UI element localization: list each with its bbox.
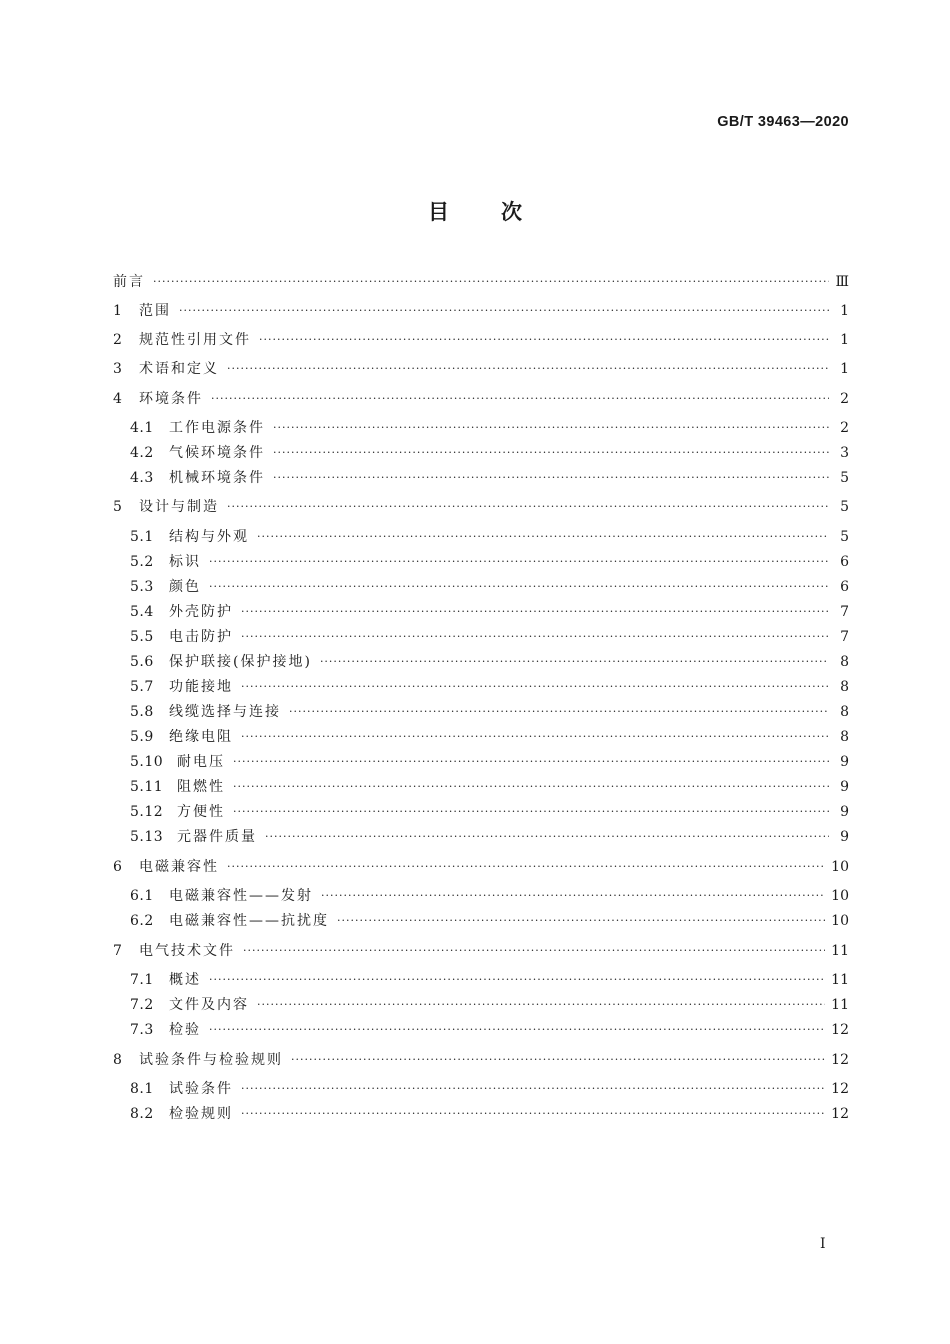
toc-entry-page: 10 [831,913,849,929]
toc-entry-label: 线缆选择与连接 [169,704,281,720]
toc-entry-page: 12 [831,1052,849,1068]
toc-entry-label: 元器件质量 [177,829,257,845]
toc-entry-label: 设计与制造 [139,499,219,515]
toc-entry-number: 5.11 [130,779,164,795]
toc-entry-number: 8.2 [130,1106,154,1122]
toc-entry-label: 电磁兼容性 [139,859,219,875]
toc-leader-dots [209,968,825,992]
toc-entry-page: 6 [840,554,849,570]
toc-entry-label: 保护联接(保护接地) [169,654,312,670]
toc-entry[interactable] [130,1077,849,1101]
toc-entry-number: 4.2 [130,445,154,461]
toc-leader-dots [209,575,829,599]
toc-entry[interactable] [130,993,849,1017]
toc-entry-number: 5.12 [130,804,164,820]
standard-code: GB/T 39463—2020 [717,114,849,130]
toc-entry[interactable] [130,909,849,933]
toc-entry-number: 5.9 [130,729,154,745]
toc-entry[interactable] [113,328,849,352]
toc-entry-number: 5.7 [130,679,154,695]
toc-leader-dots [227,357,829,381]
toc-leader-dots [227,855,825,879]
toc-entry-page: 5 [840,470,849,486]
toc-entry-number: 5.4 [130,604,154,620]
toc-entry[interactable] [130,884,849,908]
toc-entry-number: 7.1 [130,972,154,988]
toc-entry-page: 9 [840,829,849,845]
toc-entry-page: 3 [840,445,849,461]
page-number: I [820,1236,826,1252]
toc-entry-page: 12 [831,1081,849,1097]
toc-entry[interactable] [113,270,849,294]
toc-entry[interactable] [130,550,849,574]
toc-entry-number: 2 [113,332,123,348]
toc-entry[interactable] [130,441,849,465]
toc-leader-dots [209,1018,825,1042]
toc-entry-number: 3 [113,361,123,377]
toc-leader-dots [179,299,829,323]
toc-leader-dots [233,775,829,799]
toc-title [0,196,950,226]
toc-entry-page: 10 [831,859,849,875]
toc-entry-page: 12 [831,1022,849,1038]
toc-leader-dots [257,525,829,549]
toc-entry-page: 1 [840,332,849,348]
toc-leader-dots [241,1077,825,1101]
toc-title-char: 次 [501,200,522,224]
toc-entry-label: 方便性 [177,804,225,820]
toc-entry-page: 6 [840,579,849,595]
toc-title-char: 目 [428,200,449,224]
toc-entry-label: 试验条件与检验规则 [139,1052,283,1068]
toc-entry[interactable] [113,357,849,381]
toc-entry-page: 8 [840,679,849,695]
toc-entry[interactable] [130,800,849,824]
toc-entry-page: 2 [840,420,849,436]
toc-entry-label: 气候环境条件 [169,445,265,461]
toc-entry[interactable] [130,600,849,624]
toc-entry-label: 电磁兼容性——抗扰度 [169,913,329,929]
toc-entry-page: 12 [831,1106,849,1122]
toc-entry-label: 工作电源条件 [169,420,265,436]
toc-leader-dots [233,750,829,774]
toc-entry-page: 9 [840,779,849,795]
toc-entry-label: 环境条件 [139,391,203,407]
toc-entry[interactable] [113,1048,849,1072]
toc-entry-page: 2 [840,391,849,407]
toc-entry-label: 检验规则 [169,1106,233,1122]
toc-entry[interactable] [130,675,849,699]
toc-entry[interactable] [113,299,849,323]
toc-entry-page: 9 [840,754,849,770]
toc-entry-number: 7 [113,943,123,959]
toc-entry-number: 4.3 [130,470,154,486]
toc-leader-dots [273,416,829,440]
toc-leader-dots [273,466,829,490]
toc-entry-page: 11 [831,943,849,959]
toc-entry-number: 5.6 [130,654,154,670]
toc-entry-number: 6.2 [130,913,154,929]
toc-entry[interactable] [130,1102,849,1126]
toc-leader-dots [241,625,829,649]
toc-leader-dots [227,495,829,519]
toc-entry[interactable] [130,750,849,774]
toc-entry-page: 1 [840,361,849,377]
toc-leader-dots [289,700,829,724]
toc-leader-dots [211,387,829,411]
toc-entry-page: 1 [840,303,849,319]
toc-entry[interactable] [113,939,849,963]
toc-entry[interactable] [113,387,849,411]
toc-entry-number: 5.3 [130,579,154,595]
toc-entry-label: 机械环境条件 [169,470,265,486]
toc-entry-label: 前言 [113,274,145,290]
toc-entry-page: 5 [840,499,849,515]
toc-entry-number: 4 [113,391,123,407]
toc-entry-page: 5 [840,529,849,545]
toc-entry[interactable] [130,525,849,549]
toc-entry-page: 10 [831,888,849,904]
toc-leader-dots [241,675,829,699]
toc-entry[interactable] [130,968,849,992]
toc-leader-dots [321,884,825,908]
toc-entry[interactable] [130,625,849,649]
toc-entry-page: Ⅲ [835,274,849,290]
toc-entry[interactable] [130,1018,849,1042]
toc-entry-number: 8 [113,1052,123,1068]
toc-leader-dots [320,650,829,674]
toc-entry-number: 7.3 [130,1022,154,1038]
toc-entry-number: 5 [113,499,123,515]
toc-entry[interactable] [130,575,849,599]
toc-entry-label: 电击防护 [169,629,233,645]
toc-entry-label: 阻燃性 [177,779,225,795]
toc-entry-page: 8 [840,729,849,745]
toc-entry-label: 颜色 [169,579,201,595]
toc-entry-number: 6 [113,859,123,875]
toc-entry-label: 外壳防护 [169,604,233,620]
toc-entry[interactable] [130,416,849,440]
toc-entry-label: 标识 [169,554,201,570]
toc-entry-label: 电气技术文件 [139,943,235,959]
toc-entry-label: 检验 [169,1022,201,1038]
toc-entry-number: 5.5 [130,629,154,645]
toc-entry-number: 7.2 [130,997,154,1013]
toc-entry-number: 5.13 [130,829,164,845]
toc-entry-label: 绝缘电阻 [169,729,233,745]
toc-entry[interactable] [113,855,849,879]
toc-leader-dots [209,550,829,574]
toc-entry-page: 8 [840,654,849,670]
toc-entry-number: 8.1 [130,1081,154,1097]
toc-entry-page: 8 [840,704,849,720]
toc-leader-dots [241,600,829,624]
toc-entry[interactable] [130,775,849,799]
toc-leader-dots [233,800,829,824]
toc-leader-dots [273,441,829,465]
toc-entry-label: 试验条件 [169,1081,233,1097]
toc-leader-dots [259,328,829,352]
toc-entry-label: 规范性引用文件 [139,332,251,348]
toc-entry-label: 文件及内容 [169,997,249,1013]
toc-entry-page: 11 [831,972,849,988]
toc-leader-dots [337,909,825,933]
toc-entry[interactable] [130,700,849,724]
toc-leader-dots [241,1102,825,1126]
toc-leader-dots [291,1048,825,1072]
toc-entry-number: 1 [113,303,123,319]
toc-entry-number: 5.2 [130,554,154,570]
toc-entry[interactable] [113,495,849,519]
toc-entry-label: 电磁兼容性——发射 [169,888,313,904]
toc-entry-page: 7 [840,629,849,645]
toc-entry-page: 11 [831,997,849,1013]
toc-entry-label: 术语和定义 [139,361,219,377]
toc-entry-number: 5.10 [130,754,164,770]
toc-entry-number: 5.8 [130,704,154,720]
toc-leader-dots [243,939,825,963]
toc-entry-label: 结构与外观 [169,529,249,545]
toc-entry[interactable] [130,650,849,674]
toc-leader-dots [241,725,829,749]
toc-leader-dots [257,993,825,1017]
toc-entry-label: 耐电压 [177,754,225,770]
toc-entry-label: 功能接地 [169,679,233,695]
toc-entry[interactable] [130,725,849,749]
toc-leader-dots [153,270,829,294]
toc-entry-label: 概述 [169,972,201,988]
toc-entry-number: 6.1 [130,888,154,904]
toc-entry[interactable] [130,825,849,849]
toc-leader-dots [265,825,829,849]
toc-entry[interactable] [130,466,849,490]
toc-entry-page: 7 [840,604,849,620]
toc-entry-page: 9 [840,804,849,820]
toc-entry-number: 5.1 [130,529,154,545]
toc-entry-label: 范围 [139,303,171,319]
toc-entry-number: 4.1 [130,420,154,436]
